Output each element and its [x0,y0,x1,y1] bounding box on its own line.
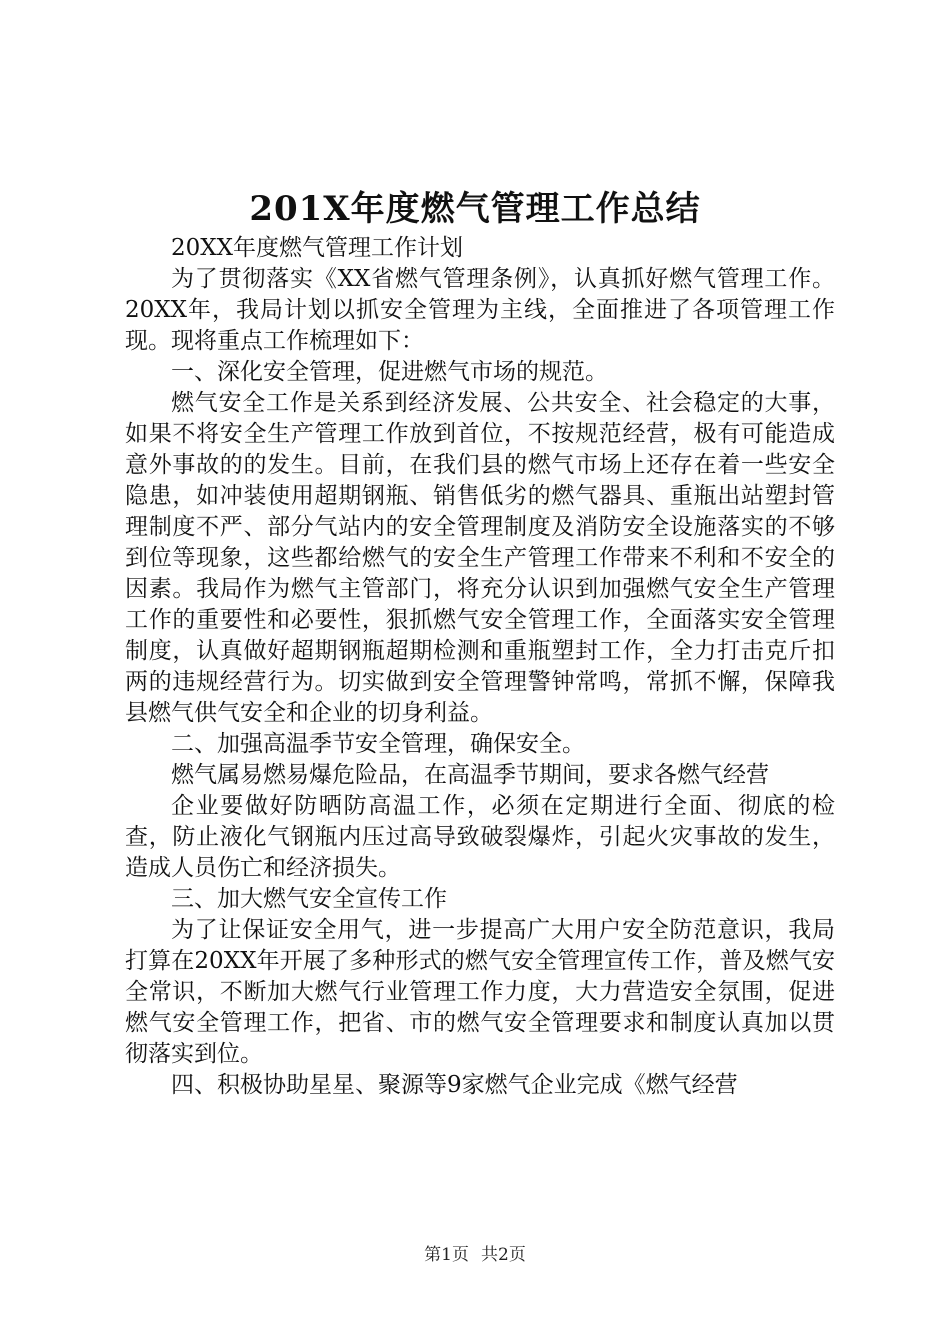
page-total: 共2页 [481,1245,526,1265]
section-heading: 一、深化安全管理，促进燃气市场的规范。 [171,359,608,385]
paragraph: 燃气安全工作是关系到经济发展、公共安全、社会稳定的大事，如果不将安全生产管理工作放到首位，不按规范经营，极有可能造成意外事故的的发生。目前，在我们县的燃气市场上还存在着一些安全隐患，如冲装使用超期钢瓶、销售低劣的燃气器具、重瓶出站塑封管理制度不严、部分气站内的安全管理制度及消防安全设施落实的不够到位等现象，这些都给燃气的安全生产管理工作带来不利和不安全的因素。我局作为燃气主管部门，将充分认识到加强燃气安全生产管理工作的重要性和必要性，狠抓燃气安全管理工作，全面落实安全管理制度，认真做好超期钢瓶超期检测和重瓶塑封工作，全力打击克斤扣两的违规经营行为。切实做到安全管理警钟常鸣，常抓不懈，保障我县燃气供气安全和企业的切身利益。 [125,390,835,726]
page-footer [0,1243,950,1267]
section-heading: 二、加强高温季节安全管理，确保安全。 [171,731,585,757]
section-heading: 四、积极协助星星、聚源等9家燃气企业完成《燃气经营 [171,1072,738,1098]
paragraph: 燃气属易燃易爆危险品，在高温季节期间，要求各燃气经营 [171,762,769,788]
paragraph: 企业要做好防晒防高温工作，必须在定期进行全面、彻底的检查，防止液化气钢瓶内压过高导致破裂爆炸，引起火灾事故的发生，造成人员伤亡和经济损失。 [125,793,835,881]
section-heading: 三、加大燃气安全宣传工作 [171,886,447,912]
paragraph: 为了贯彻落实《XX省燃气管理条例》，认真抓好燃气管理工作。20XX年，我局计划以抓安全管理为主线，全面推进了各项管理工作现。现将重点工作梳理如下： [125,266,835,354]
document-body [125,233,835,1101]
page-number: 第1页 [424,1245,469,1265]
paragraph: 20XX年度燃气管理工作计划 [171,235,464,261]
paragraph: 为了让保证安全用气，进一步提高广大用户安全防范意识，我局打算在20XX年开展了多种形式的燃气安全管理宣传工作，普及燃气安全常识，不断加大燃气行业管理工作力度，大力营造安全氛围，促进燃气安全管理工作，把省、市的燃气安全管理要求和制度认真加以贯彻落实到位。 [125,917,835,1067]
document-title: 201X年度燃气管理工作总结 [249,189,701,229]
